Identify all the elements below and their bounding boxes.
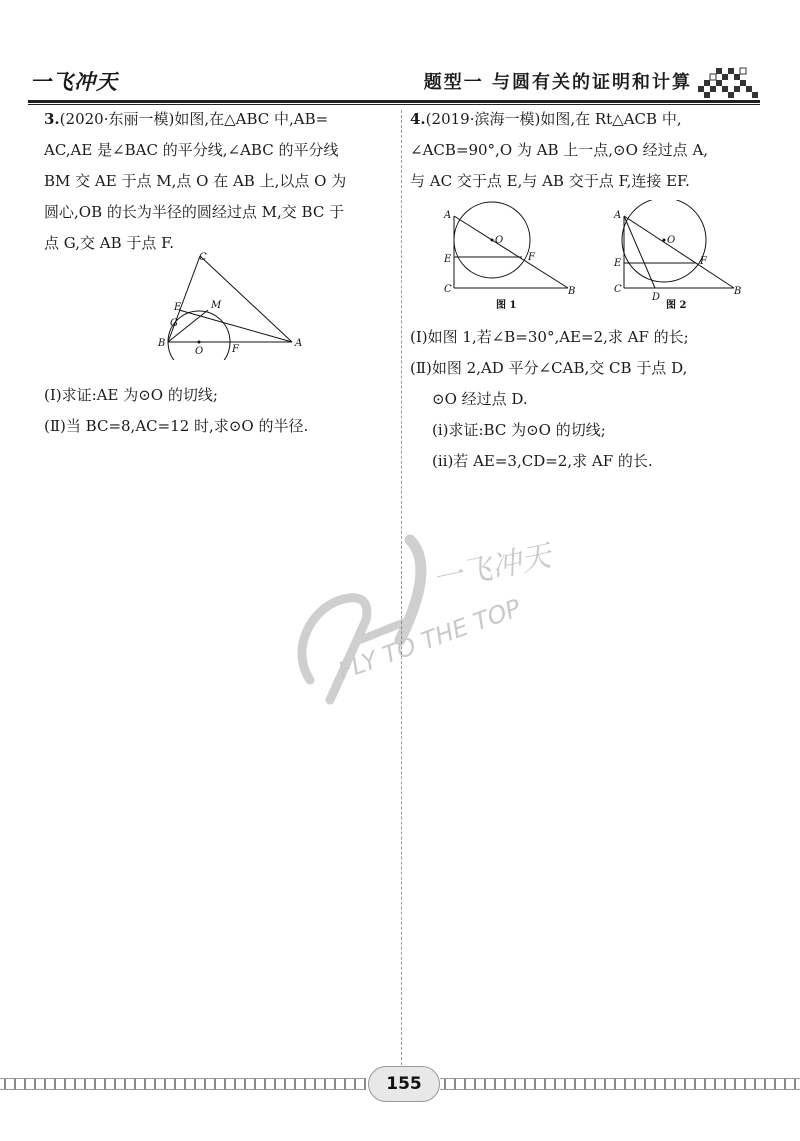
- q3-label-g: G: [170, 318, 178, 329]
- question-3: [44, 104, 394, 259]
- question-4-parts: [410, 322, 770, 477]
- fig2-label-f: F: [700, 256, 707, 267]
- q3-label-e: E: [174, 302, 182, 313]
- fig2-label-e: E: [614, 258, 622, 269]
- q3-line-1: [44, 104, 394, 135]
- fig1-label-c: C: [444, 284, 452, 295]
- q3-line-4: 圆心,OB 的长为半径的圆经过点 M,交 BC 于: [44, 203, 345, 221]
- q3-label-o: O: [195, 346, 204, 357]
- q3-part-2: (Ⅱ)当 BC=8,AC=12 时,求⊙O 的半径.: [44, 417, 309, 435]
- q3-figure: [150, 250, 310, 360]
- checker-ornament-icon: [696, 66, 758, 100]
- watermark-en: FLY TO THE TOP: [334, 593, 525, 686]
- watermark-logo: [270, 530, 560, 710]
- question-4: [410, 104, 770, 197]
- fig2-label-d: D: [652, 292, 661, 303]
- q3-number: 3.: [44, 110, 60, 128]
- watermark-cn: 一飞冲天: [429, 538, 555, 598]
- header-rule: [28, 100, 760, 103]
- q3-label-a: A: [295, 338, 303, 349]
- fig1-label-e: E: [444, 254, 452, 265]
- fig2-label-o: O: [667, 235, 676, 246]
- footer-ornament-right: [440, 1078, 800, 1090]
- q4-figure-1: [440, 200, 580, 312]
- page-header: [0, 0, 800, 110]
- fig1-label-b: B: [568, 286, 576, 297]
- page-number: 155: [368, 1066, 440, 1102]
- fig1-label-f: F: [528, 252, 535, 263]
- fig1-label-o: O: [495, 235, 504, 246]
- q3-text-1: (2020·东丽一模)如图,在△ABC 中,AB=: [59, 110, 329, 128]
- q4-part-1: (Ⅰ)如图 1,若∠B=30°,AE=2,求 AF 的长;: [410, 328, 689, 346]
- fig2-label-b: B: [734, 286, 742, 297]
- q4-number: 4.: [410, 110, 426, 128]
- q3-part-1: (Ⅰ)求证:AE 为⊙O 的切线;: [44, 386, 218, 404]
- q4-part-2i: (ⅰ)求证:BC 为⊙O 的切线;: [432, 421, 606, 439]
- q4-figure-2: [608, 200, 748, 312]
- q3-line-2: AC,AE 是∠BAC 的平分线,∠ABC 的平分线: [44, 141, 339, 159]
- q3-label-b: B: [158, 338, 166, 349]
- fig1-label-a: A: [444, 210, 452, 221]
- q4-line-1: [410, 104, 770, 135]
- q3-line-3: BM 交 AE 于点 M,点 O 在 AB 上,以点 O 为: [44, 172, 347, 190]
- brand-logo: 一飞冲天: [30, 70, 118, 94]
- fig1-caption: 图 1: [496, 300, 517, 311]
- fig2-caption: 图 2: [666, 300, 687, 311]
- question-3-parts: [44, 380, 394, 442]
- q4-line-2: ∠ACB=90°,O 为 AB 上一点,⊙O 经过点 A,: [410, 141, 709, 159]
- q3-label-f: F: [232, 344, 239, 355]
- chapter-title: 题型一 与圆有关的证明和计算: [423, 72, 692, 93]
- fig2-label-c: C: [614, 284, 622, 295]
- q4-text-1: (2019·滨海一模)如图,在 Rt△ACB 中,: [425, 110, 682, 128]
- q3-label-c: C: [199, 252, 207, 263]
- q4-line-3: 与 AC 交于点 E,与 AB 交于点 F,连接 EF.: [410, 172, 690, 190]
- q3-line-5: 点 G,交 AB 于点 F.: [44, 234, 174, 252]
- q4-part-2ii: (ⅱ)若 AE=3,CD=2,求 AF 的长.: [432, 452, 653, 470]
- q3-label-m: M: [211, 300, 222, 311]
- footer-ornament-left: [0, 1078, 366, 1090]
- q4-part-2b: ⊙O 经过点 D.: [432, 390, 528, 408]
- q4-part-2a: (Ⅱ)如图 2,AD 平分∠CAB,交 CB 于点 D,: [410, 359, 688, 377]
- fig2-label-a: A: [614, 210, 622, 221]
